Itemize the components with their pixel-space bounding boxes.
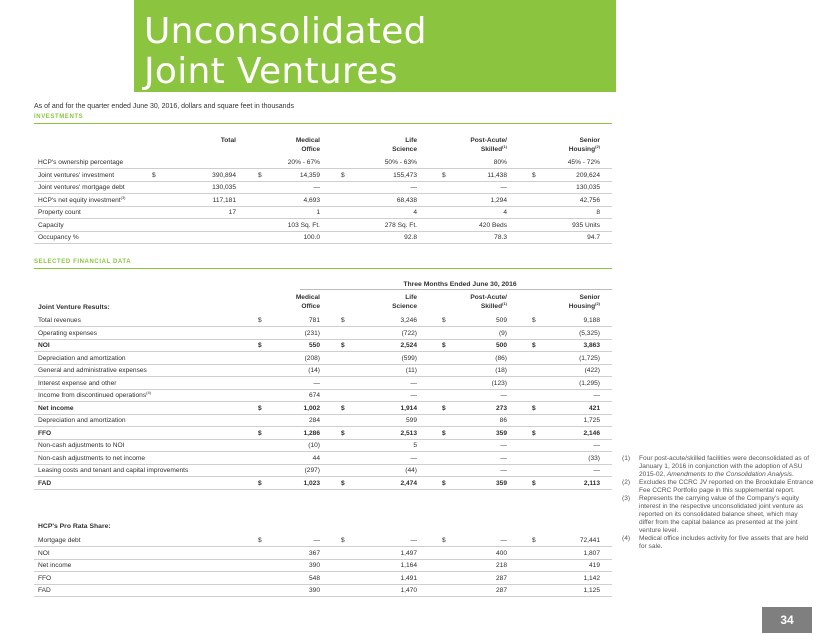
row-label: Property count <box>38 209 81 216</box>
row-label: Leasing costs and tenant and capital improvements <box>38 467 189 474</box>
financial-section-label: SELECTED FINANCIAL DATA <box>34 259 132 265</box>
row-label: Depreciation and amortization <box>38 417 126 424</box>
cell-value: 781 <box>308 317 320 324</box>
table-row <box>34 315 612 327</box>
column-header-line2: Office <box>301 303 320 310</box>
row-label: Interest expense and other <box>38 379 117 387</box>
cell-value: 1,002 <box>303 404 320 412</box>
cell-value: 1,470 <box>400 587 417 594</box>
cell-value: 935 Units <box>572 221 600 229</box>
cell-value: 420 Beds <box>479 221 507 229</box>
cell-value: 390,894 <box>212 171 236 179</box>
cell-value: (231) <box>304 329 320 337</box>
currency-symbol: $ <box>532 342 536 349</box>
currency-symbol: $ <box>152 171 156 179</box>
column-header <box>156 136 236 145</box>
table-row <box>34 390 612 402</box>
cell-value: 94.7 <box>587 234 600 241</box>
cell-value: (44) <box>405 467 417 474</box>
cell-value: 278 Sq. Ft. <box>384 221 417 229</box>
cell-value: — <box>410 379 417 387</box>
cell-value: 14,359 <box>299 171 320 179</box>
cell-value: 100.0 <box>303 234 320 241</box>
cell-value: 1,807 <box>583 549 600 557</box>
table-row <box>34 170 612 182</box>
column-header-line2: Science <box>392 303 417 310</box>
results-label: Joint Venture Results: <box>38 304 110 311</box>
cell-value: (722) <box>401 329 417 337</box>
cell-value: 359 <box>495 429 507 437</box>
footnote-ref: (4) <box>146 389 152 395</box>
footnote-ref: (3) <box>120 194 126 200</box>
row-label: NOI <box>38 342 50 349</box>
cell-value: (599) <box>401 354 417 362</box>
row-label: FFO <box>38 429 52 437</box>
table-row <box>34 340 612 352</box>
cell-value: 367 <box>308 549 320 557</box>
column-header <box>520 293 600 311</box>
cell-value: 4,693 <box>303 196 320 204</box>
cell-value: — <box>313 184 320 191</box>
cell-value: (33) <box>588 454 600 462</box>
cell-value: 2,524 <box>400 342 417 349</box>
financial-divider <box>34 268 612 269</box>
cell-value: 2,113 <box>583 479 600 487</box>
cell-value: 500 <box>495 342 507 349</box>
table-row <box>34 365 612 377</box>
cell-value: — <box>313 537 320 544</box>
currency-symbol: $ <box>258 429 262 437</box>
cell-value: 1,023 <box>303 479 320 487</box>
cell-value: (14) <box>308 367 320 374</box>
currency-symbol: $ <box>258 342 262 349</box>
column-header <box>427 136 507 154</box>
cell-value: — <box>593 442 600 449</box>
table-row <box>34 328 612 340</box>
footnote-text: Represents the carrying value of the Company's equity interest in the respective unconsolidated joint venture as reported on its consolidated balance sheet, which may differ from the capital balance as presented at the joint venture level. <box>639 495 804 534</box>
cell-value: — <box>593 467 600 474</box>
cell-value: 8 <box>596 209 600 216</box>
column-header-line2: Science <box>392 146 417 153</box>
currency-symbol: $ <box>532 317 536 324</box>
cell-value: 3,246 <box>400 317 417 324</box>
currency-symbol: $ <box>532 171 536 179</box>
row-label: Occupancy % <box>38 234 79 241</box>
currency-symbol: $ <box>341 479 345 487</box>
cell-value: 421 <box>588 404 600 412</box>
title-banner <box>134 0 616 92</box>
currency-symbol: $ <box>442 429 446 437</box>
row-label: FAD <box>38 587 51 594</box>
cell-value: — <box>410 537 417 544</box>
cell-value: 1,164 <box>400 562 417 569</box>
cell-value: 4 <box>413 209 417 216</box>
currency-symbol: $ <box>442 342 446 349</box>
cell-value: 284 <box>308 417 320 424</box>
cell-value: (10) <box>308 442 320 449</box>
cell-value: 44 <box>312 454 320 462</box>
column-header-line1: Life <box>405 294 417 301</box>
cell-value: 117,181 <box>212 196 236 204</box>
table-row <box>34 403 612 415</box>
column-header-line2: Housing$^{(2)}$ <box>568 300 600 310</box>
column-header <box>520 136 600 154</box>
cell-value: 390 <box>308 587 320 594</box>
footnote-number: (1) <box>622 455 631 462</box>
cell-value: 92.8 <box>404 234 417 241</box>
cell-value: (422) <box>584 367 600 374</box>
row-label: Net income <box>38 562 72 569</box>
cell-value: 78.3 <box>494 234 507 241</box>
column-header-line1: Post-Acute/ <box>470 294 507 301</box>
cell-value: 50% - 63% <box>384 159 417 166</box>
footnote-item <box>622 455 814 479</box>
cell-value: 155,473 <box>393 171 417 179</box>
table-row <box>34 195 612 207</box>
cell-value: 130,035 <box>576 184 600 191</box>
column-header <box>337 136 417 154</box>
cell-value: 1,142 <box>583 574 600 582</box>
currency-symbol: $ <box>341 404 345 412</box>
currency-symbol: $ <box>258 404 262 412</box>
row-label: HCP's ownership percentage <box>38 159 124 166</box>
cell-value: 209,624 <box>576 171 600 179</box>
cell-value: (1,295) <box>579 379 600 387</box>
page-title-line2: Joint Ventures <box>144 51 398 92</box>
footnote-text: Four post-acute/skilled facilities were deconsolidated as of January 1, 2016 in conjunction with the adoption of ASU 2015-02, <box>639 455 810 478</box>
cell-value: (208) <box>304 354 320 362</box>
cell-value: 359 <box>495 479 507 487</box>
investments-section-label: INVESTMENTS <box>34 114 84 120</box>
column-header <box>337 293 417 311</box>
table-row <box>34 585 612 597</box>
cell-value: 103 Sq. Ft. <box>287 221 320 229</box>
cell-value: (9) <box>498 329 507 337</box>
currency-symbol: $ <box>258 317 262 324</box>
column-header-line2: Housing$^{(2)}$ <box>568 143 600 153</box>
row-label: FFO <box>38 574 52 582</box>
column-header-line2: Skilled$^{(1)}$ <box>480 143 507 153</box>
cell-value: 287 <box>495 574 507 582</box>
column-header <box>240 293 320 311</box>
cell-value: 68,438 <box>396 196 417 204</box>
cell-value: 1,286 <box>303 429 320 437</box>
cell-value: 674 <box>308 392 320 399</box>
cell-value: 1,914 <box>400 404 417 412</box>
cell-value: 3,863 <box>583 342 600 349</box>
currency-symbol: $ <box>442 317 446 324</box>
table-row <box>34 465 612 477</box>
table-row <box>34 428 612 440</box>
cell-value: — <box>593 392 600 399</box>
cell-value: 1,125 <box>583 587 600 594</box>
footnote-tail: . <box>791 471 794 478</box>
footnote-number: (3) <box>622 495 631 502</box>
footnote-ref: (2) <box>595 143 600 149</box>
footnote-item <box>622 495 814 535</box>
column-header-line2: Total <box>220 137 236 144</box>
currency-symbol: $ <box>442 404 446 412</box>
table-row <box>34 182 612 194</box>
footnotes <box>622 455 814 551</box>
cell-value: (1,725) <box>579 354 600 362</box>
cell-value: — <box>500 454 507 462</box>
cell-value: 599 <box>405 417 417 424</box>
cell-value: 390 <box>308 562 320 569</box>
table-row <box>34 453 612 465</box>
column-header <box>240 136 320 154</box>
cell-value: (18) <box>495 367 507 374</box>
column-header <box>427 293 507 311</box>
cell-value: — <box>410 184 417 191</box>
row-label: Depreciation and amortization <box>38 354 126 362</box>
footnote-text: Medical office includes activity for five assets that are held for sale. <box>639 535 809 550</box>
cell-value: 72,441 <box>579 537 600 544</box>
row-label: Income from discontinued operations$^{(4)}$ <box>38 389 152 399</box>
currency-symbol: $ <box>442 171 446 179</box>
column-header-line2: Skilled$^{(1)}$ <box>480 300 507 310</box>
cell-value: — <box>500 537 507 544</box>
table-row <box>34 560 612 572</box>
row-label: Mortgage debt <box>38 537 81 544</box>
table-row <box>34 353 612 365</box>
currency-symbol: $ <box>341 429 345 437</box>
cell-value: 86 <box>499 417 507 424</box>
cell-value: 550 <box>308 342 320 349</box>
cell-value: — <box>410 392 417 399</box>
cell-value: (86) <box>495 354 507 362</box>
row-label: HCP's net equity investment$^{(3)}$ <box>38 194 126 204</box>
currency-symbol: $ <box>341 171 345 179</box>
row-label: Total revenues <box>38 317 81 324</box>
table-row <box>34 207 612 219</box>
row-label: Non-cash adjustments to net income <box>38 454 146 462</box>
currency-symbol: $ <box>258 479 262 487</box>
row-label: FAD <box>38 479 52 487</box>
page-subtitle: As of and for the quarter ended June 30, 2016, dollars and square feet in thousands <box>34 103 294 110</box>
cell-value: — <box>410 454 417 462</box>
cell-value: — <box>500 467 507 474</box>
cell-value: 548 <box>308 574 320 582</box>
table-row <box>34 535 612 547</box>
cell-value: 17 <box>228 209 236 216</box>
cell-value: 1,725 <box>583 417 600 424</box>
cell-value: 20% - 67% <box>287 159 320 166</box>
cell-value: — <box>500 442 507 449</box>
cell-value: (123) <box>491 379 507 387</box>
cell-value: (297) <box>304 467 320 474</box>
currency-symbol: $ <box>341 342 345 349</box>
currency-symbol: $ <box>341 317 345 324</box>
cell-value: 2,474 <box>400 479 417 487</box>
cell-value: 287 <box>495 587 507 594</box>
currency-symbol: $ <box>532 404 536 412</box>
cell-value: 130,035 <box>212 184 236 191</box>
footnote-number: (2) <box>622 479 631 486</box>
footnote-text: Excludes the CCRC JV reported on the Brookdale Entrance Fee CCRC Portfolio page in this supplemental report. <box>639 479 814 494</box>
cell-value: 419 <box>588 562 600 569</box>
cell-value: (11) <box>405 367 417 374</box>
cell-value: 2,146 <box>583 429 600 437</box>
currency-symbol: $ <box>258 537 262 544</box>
pro-rata-label: HCP's Pro Rata Share: <box>38 523 111 530</box>
column-header-line1: Medical <box>295 137 320 144</box>
row-label: Capacity <box>38 221 64 229</box>
currency-symbol: $ <box>532 429 536 437</box>
cell-value: 1,491 <box>400 574 417 582</box>
column-header-line1: Post-Acute/ <box>470 137 507 144</box>
cell-value: 1 <box>316 209 320 216</box>
table-row <box>34 573 612 585</box>
cell-value: 2,513 <box>400 429 417 437</box>
table-row <box>34 220 612 232</box>
footnote-italic: Amendments to the Consolidation Analysis <box>666 471 792 478</box>
row-label: Operating expenses <box>38 329 98 337</box>
footnote-item <box>622 535 814 551</box>
row-label: Joint ventures' investment <box>38 171 115 179</box>
cell-value: — <box>500 184 507 191</box>
table-row <box>34 157 612 169</box>
row-label: Joint ventures' mortgage debt <box>38 184 125 191</box>
period-header: Three Months Ended June 30, 2016 <box>403 281 517 288</box>
cell-value: 400 <box>495 549 507 557</box>
currency-symbol: $ <box>341 537 345 544</box>
cell-value: 1,294 <box>490 196 507 204</box>
currency-symbol: $ <box>442 537 446 544</box>
currency-symbol: $ <box>532 537 536 544</box>
currency-symbol: $ <box>258 171 262 179</box>
footnote-item <box>622 479 814 495</box>
investments-divider <box>34 123 612 124</box>
cell-value: 218 <box>495 562 507 569</box>
cell-value: 509 <box>495 317 507 324</box>
cell-value: 42,756 <box>579 196 600 204</box>
column-header-line1: Senior <box>579 137 600 144</box>
cell-value: 4 <box>503 209 507 216</box>
row-label: NOI <box>38 549 50 557</box>
cell-value: 1,497 <box>400 549 417 557</box>
cell-value: 11,438 <box>487 171 507 179</box>
cell-value: 45% - 72% <box>567 159 600 166</box>
cell-value: — <box>500 392 507 399</box>
page-number: 34 <box>762 607 812 633</box>
cell-value: 80% <box>493 159 507 166</box>
column-header-line1: Life <box>405 137 417 144</box>
column-header-line2: Office <box>301 146 320 153</box>
cell-value: 273 <box>495 404 507 412</box>
cell-value: 5 <box>413 442 417 449</box>
table-row <box>34 440 612 452</box>
column-header-line1: Medical <box>295 294 320 301</box>
period-underline <box>300 289 612 290</box>
row-label: General and administrative expenses <box>38 367 147 374</box>
cell-value: 9,188 <box>583 317 600 324</box>
table-row <box>34 232 612 244</box>
footnote-ref: (1) <box>502 143 507 149</box>
table-row <box>34 478 612 490</box>
cell-value: (5,325) <box>579 329 600 337</box>
footnote-ref: (1) <box>502 300 507 306</box>
cell-value: — <box>313 379 320 387</box>
table-row <box>34 378 612 390</box>
footnote-ref: (2) <box>595 300 600 306</box>
currency-symbol: $ <box>442 479 446 487</box>
row-label: Non-cash adjustments to NOI <box>38 442 125 449</box>
column-header-line1: Senior <box>579 294 600 301</box>
table-row <box>34 415 612 427</box>
footnote-number: (4) <box>622 535 631 542</box>
page-title-line1: Unconsolidated <box>144 11 427 52</box>
row-label: Net income <box>38 404 74 412</box>
currency-symbol: $ <box>532 479 536 487</box>
table-row <box>34 548 612 560</box>
